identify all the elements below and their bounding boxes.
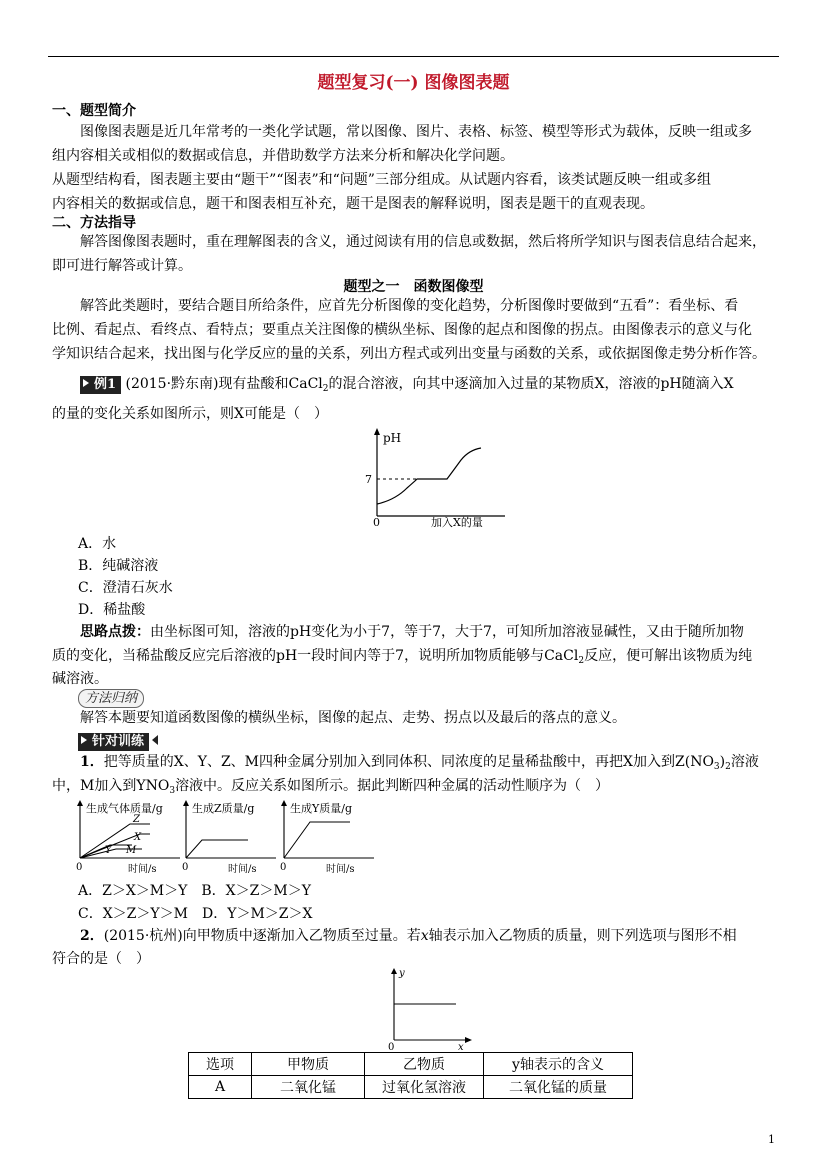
ph-graph-seven: 7 [365,473,372,486]
q1-graph-gas-label-m: M [126,845,137,856]
q2-line1: 2．(2015·杭州)向甲物质中逐渐加入乙物质至过量。若x轴表示加入乙物质的质量，则下列选项与图形不相 [80,928,737,944]
table-cell: 二氧化锰 [252,1076,365,1099]
option-a: A．水 [78,536,117,552]
option-b: B．纯碱溶液 [78,558,159,574]
intro-para-2b: 内容相关的数据或信息，题干和图表相互补充，题干是图表的解释说明，图表是题干的直观表现。 [52,196,654,212]
q2-graph-origin: 0 [388,1042,395,1052]
example1-line1: 例1 (2015·黔东南)现有盐酸和CaCl$_2$的混合溶液，向其中逐滴加入过量的某物质X，溶液的pH随滴入X [80,372,734,401]
triangle-icon [83,379,89,387]
example1-line2: 的量的变化关系如图所示，则X可能是（ ） [52,406,328,422]
table-cell: A [189,1076,252,1099]
q1-graph-y-origin: 0 [280,862,287,873]
header-rule [48,56,779,57]
q1-graph-z [180,798,280,876]
q1-graph-gas-label-z: Z [133,814,140,825]
hint-line2: 质的变化，当稀盐酸反应完后溶液的pH一段时间内等于7，说明所加物质能够与CaCl$_2$反应，便可解出该物质为纯 [52,648,753,666]
method-para-b: 即可进行解答或计算。 [52,258,192,274]
triangle-icon [81,736,87,744]
q1-line2: 中，M加入到$YNO_3$溶液中。反应关系如图所示。据此判断四种金属的活动性顺序为（ ） [52,778,610,796]
example-tag: 例1 [80,376,121,394]
method-summary: 解答本题要知道函数图像的横纵坐标，图像的起点、走势、拐点以及最后的落点的意义。 [80,710,626,726]
q1-graph-gas-xlabel: 时间/s [128,864,157,875]
section-heading-intro: 一、题型简介 [52,103,136,119]
ph-graph-ylabel: pH [383,431,402,445]
page-title: 题型复习(一) 图像图表题 [317,73,510,93]
type1-para-2: 比例、看起点、看终点、看特点；要重点关注图像的横纵坐标、图像的起点和图像的拐点。由图像表示的意义与化 [52,322,752,338]
table-header-cell: y轴表示的含义 [484,1053,633,1076]
q1-graph-gas-ylabel: 生成气体质量/g [86,802,163,815]
q1-graph-gas-label-x: X [134,832,142,843]
arrow-left-icon [152,735,158,745]
method-tag: 方法归纳 [78,689,144,708]
q2-graph-ylabel: y [399,968,405,979]
q1-graph-gas-label-y: Y [105,845,112,856]
q1-graph-z-xlabel: 时间/s [228,864,257,875]
page-number: 1 [768,1133,775,1146]
table-header-cell: 选项 [189,1053,252,1076]
intro-para-2a: 从题型结构看，图表题主要由“题干”“图表”和“问题”三部分组成。从试题内容看，该类试题反映一组或多组 [52,172,711,188]
table-header-row [189,1053,633,1076]
q1-graph-y [278,798,378,876]
q1-graph-gas-origin: 0 [76,862,83,873]
section-heading-method: 二、方法指导 [52,215,136,231]
table-header-cell: 乙物质 [365,1053,484,1076]
ph-graph-xlabel: 加入X的量 [431,516,483,529]
ph-graph [355,426,515,530]
option-d: D．稀盐酸 [78,602,146,618]
q1-graph-z-ylabel: 生成Z质量/g [192,802,255,815]
training-tag: 针对训练 [78,733,158,751]
intro-para-1b: 组内容相关或相似的数据或信息，并借助数学方法来分析和解决化学问题。 [52,148,514,164]
q1-options-cd: C．X＞Z＞Y＞M D．Y＞M＞Z＞X [78,906,313,922]
type1-para-1: 解答此类题时，要结合题目所给条件，应首先分析图像的变化趋势，分析图像时要做到“五看”：看坐标、看 [80,298,739,314]
table-row [189,1076,633,1099]
ph-curve [377,448,481,504]
table-header-cell: 甲物质 [252,1053,365,1076]
table-cell: 过氧化氢溶液 [365,1076,484,1099]
type1-heading: 题型之一 函数图像型 [343,279,484,295]
q1-graph-y-ylabel: 生成Y质量/g [290,802,353,815]
q1-graph-gas [70,798,190,876]
q1-graph-z-origin: 0 [182,862,189,873]
type1-para-3: 学知识结合起来，找出图与化学反应的量的关系，列出方程式或列出变量与函数的关系，或依据图像走势分析作答。 [52,346,766,362]
table-cell: 二氧化锰的质量 [484,1076,633,1099]
q1-graph-y-xlabel: 时间/s [326,864,355,875]
q2-line2: 符合的是（ ） [52,951,150,967]
hint-line1: 思路点拨：由坐标图可知，溶液的pH变化为小于7，等于7，大于7，可知所加溶液显碱性，又由于随所加物 [80,624,744,640]
method-para-a: 解答图像图表题时，重在理解图表的含义，通过阅读有用的信息或数据，然后将所学知识与图表信息结合起来， [80,234,766,250]
q1-options-ab: A．Z＞X＞M＞Y B．X＞Z＞M＞Y [78,883,311,899]
hint-line3: 碱溶液。 [52,671,108,687]
option-c: C．澄清石灰水 [78,580,173,596]
intro-para-1a: 图像图表题是近几年常考的一类化学试题，常以图像、图片、表格、标签、模型等形式为载体，反映一组或多 [80,124,752,140]
q2-graph [376,966,476,1052]
q1-line1: 1．把等质量的X、Y、Z、M四种金属分别加入到同体积、同浓度的足量稀盐酸中，再把X加入到$Z(NO_3)_2$溶液 [80,754,759,772]
q2-graph-xlabel: x [458,1042,464,1052]
q2-table [188,1052,633,1099]
ph-graph-origin: 0 [373,516,380,529]
